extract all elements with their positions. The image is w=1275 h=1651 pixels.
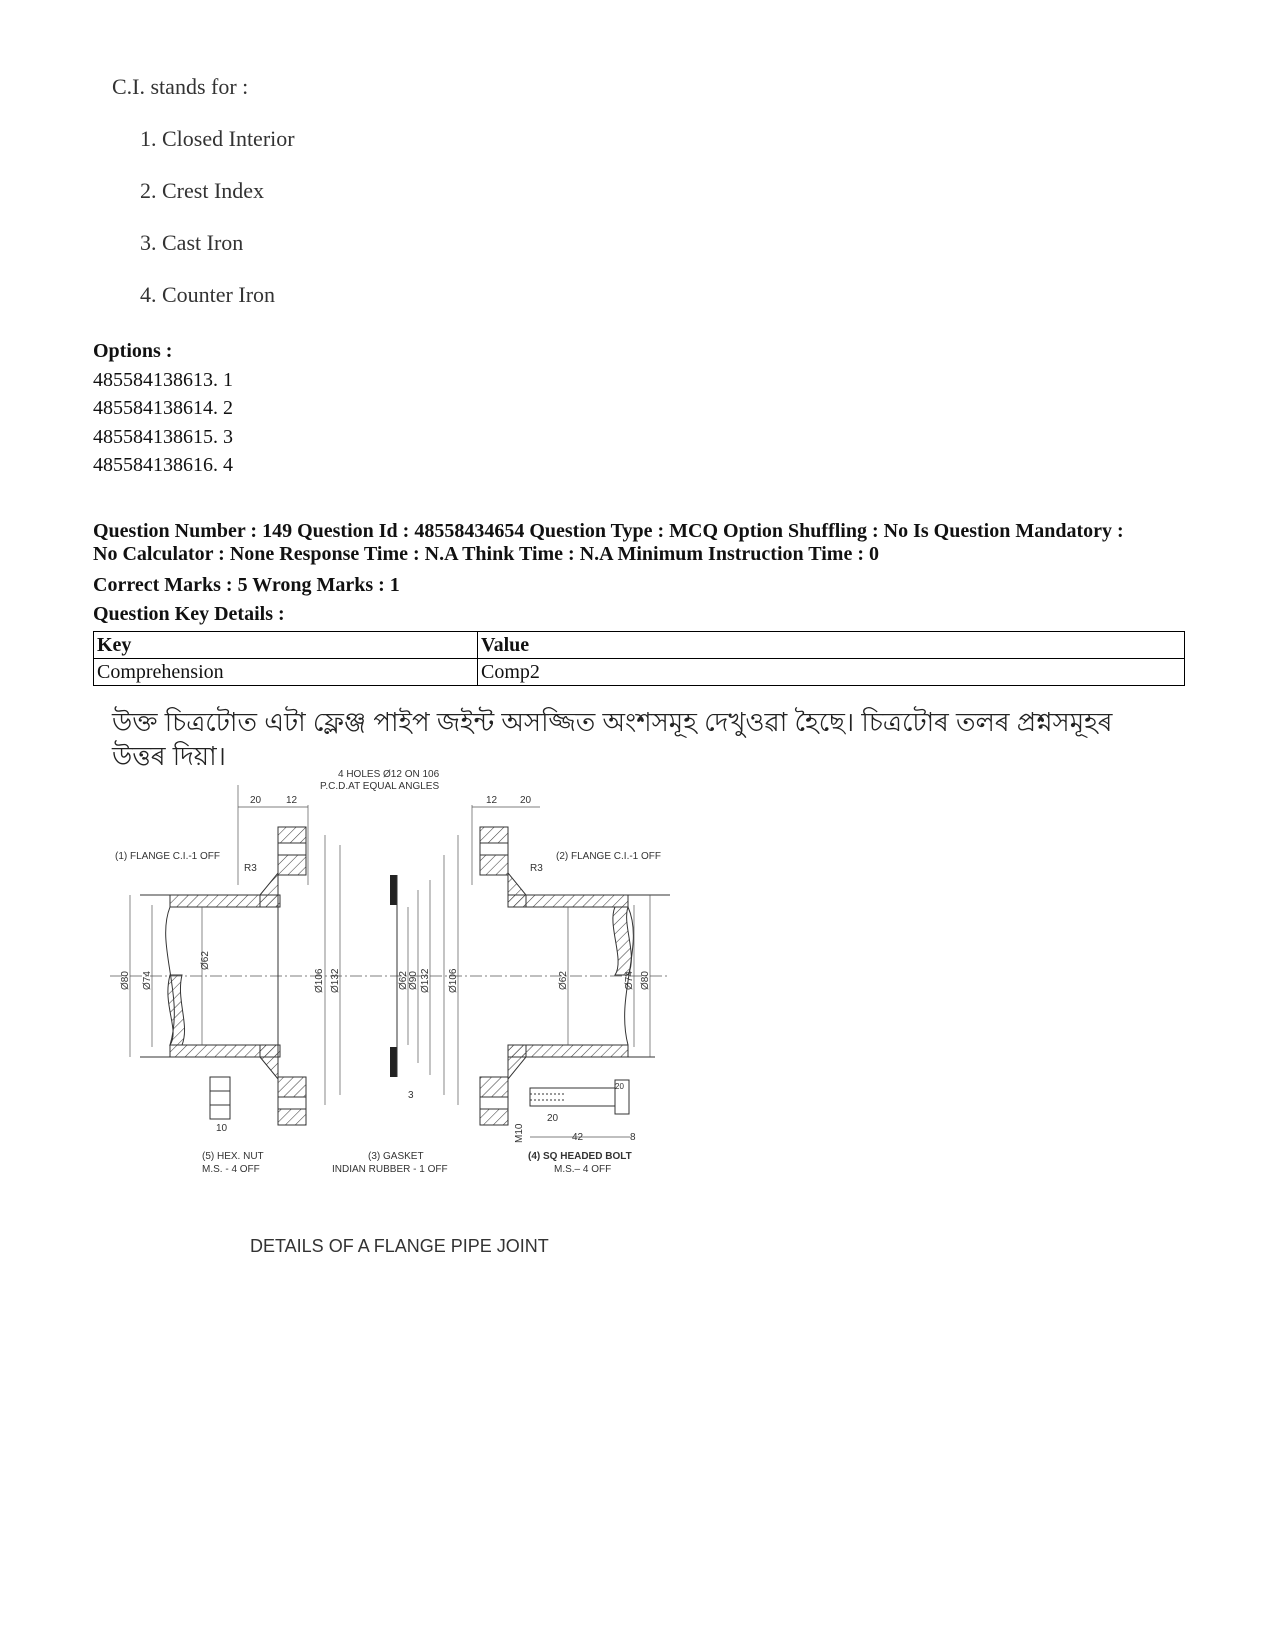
dia-62-left: Ø62 (200, 951, 211, 970)
table-header-key: Key (94, 632, 478, 659)
dim-20-right: 20 (520, 795, 532, 806)
dia-62-right: Ø62 (558, 971, 569, 990)
bolt-hole-note-2: P.C.D.AT EQUAL ANGLES (320, 781, 440, 792)
dim-12-right: 12 (486, 795, 498, 806)
flange-joint-drawing (110, 769, 750, 1235)
options-heading: Options : (93, 340, 173, 362)
gasket-bottom (390, 1047, 397, 1077)
right-bolt-hole-bottom (480, 1097, 508, 1109)
gasket-top (390, 875, 397, 905)
question-meta-line-2: No Calculator : None Response Time : N.A Think Time : N.A Minimum Instruction Time : 0 (93, 543, 879, 565)
gasket-thickness: 3 (408, 1090, 414, 1101)
key-value-table (93, 631, 1185, 686)
left-bolt-hole-top (278, 843, 306, 855)
dia-74-left: Ø74 (142, 971, 153, 990)
dim-20-left: 20 (250, 795, 262, 806)
dia-80-right: Ø80 (640, 971, 651, 990)
nut-dim-10: 10 (216, 1123, 228, 1134)
question-meta-line-1: Question Number : 149 Question Id : 48558434654 Question Type : MCQ Option Shuffling : No Is Question Mandatory : (93, 520, 1124, 542)
option-id-2: 485584138614. 2 (93, 397, 233, 419)
dia-106-left: Ø106 (314, 968, 325, 993)
question-stem: C.I. stands for : (112, 74, 249, 99)
right-break-section (613, 907, 631, 975)
option-id-1: 485584138613. 1 (93, 368, 233, 391)
bolt-label-2: M.S.– 4 OFF (554, 1164, 612, 1175)
table-header-row (94, 632, 1185, 659)
hex-nut-label-1: (5) HEX. NUT (202, 1151, 264, 1162)
table-cell-key: Comprehension (94, 659, 478, 686)
dia-90-gasket: Ø90 (408, 971, 419, 990)
label-flange-2: (2) FLANGE C.I.-1 OFF (556, 851, 662, 862)
bolt-head-dim-20: 20 (615, 1082, 624, 1091)
label-flange-1: (1) FLANGE C.I.-1 OFF (115, 851, 221, 862)
options-block (93, 337, 233, 480)
bolt-thread-m10: M10 (514, 1123, 525, 1143)
gasket-label-1: (3) GASKET (368, 1151, 424, 1162)
right-pipe-wall-top (508, 895, 628, 907)
dim-12-left: 12 (286, 795, 298, 806)
radius-right: R3 (530, 863, 543, 874)
bolt-dim-20: 20 (547, 1113, 559, 1124)
left-bolt-hole-bottom (278, 1097, 306, 1109)
bolt-dim-42: 42 (572, 1132, 584, 1143)
bolt-hole-note-1: 4 HOLES Ø12 ON 106 (338, 769, 440, 780)
drawing-caption: DETAILS OF A FLANGE PIPE JOINT (250, 1236, 549, 1256)
previous-question (112, 74, 295, 307)
dia-132-left: Ø132 (330, 968, 341, 993)
right-pipe-wall-bottom (508, 1045, 628, 1057)
hex-nut (210, 1077, 230, 1119)
choice-4: 4. Counter Iron (140, 282, 276, 307)
dia-106-right: Ø106 (448, 968, 459, 993)
option-id-3: 485584138615. 3 (93, 425, 233, 448)
option-id-4: 485584138616. 4 (93, 454, 233, 476)
radius-left: R3 (244, 863, 257, 874)
bolt-label-1: (4) SQ HEADED BOLT (528, 1151, 632, 1162)
choice-1: 1. Closed Interior (140, 126, 295, 151)
gasket-label-2: INDIAN RUBBER - 1 OFF (332, 1164, 448, 1175)
dia-80-left: Ø80 (120, 971, 131, 990)
choice-2: 2. Crest Index (140, 178, 265, 203)
choice-3: 3. Cast Iron (140, 230, 244, 255)
question-meta (93, 520, 1203, 566)
table-header-value: Value (478, 632, 1185, 659)
left-hub-top (260, 873, 278, 907)
marks-line: Correct Marks : 5 Wrong Marks : 1 (93, 574, 400, 596)
table-row (94, 659, 1185, 686)
table-cell-value: Comp2 (478, 659, 1185, 686)
bolt-dim-8: 8 (630, 1132, 636, 1143)
key-details-heading: Question Key Details : (93, 603, 285, 625)
right-bolt-hole-top (480, 843, 508, 855)
dia-132-gasket: Ø132 (420, 968, 431, 993)
left-hub-bottom (260, 1045, 278, 1079)
left-break-section (168, 975, 185, 1045)
comprehension-text: উক্ত চিত্ৰটোত এটা ফ্লেঞ্জ পাইপ জইন্ট অসজ্জিত অংশসমূহ দেখুওৱা হৈছে। চিত্ৰটোৰ তলৰ প্ৰশ্নসমূহৰ উত্তৰ দিয়া। (112, 707, 1113, 771)
bolt-shank (530, 1088, 615, 1106)
dia-74-right: Ø74 (624, 971, 635, 990)
dia-62-gasket: Ø62 (398, 971, 409, 990)
hex-nut-label-2: M.S. - 4 OFF (202, 1164, 260, 1175)
